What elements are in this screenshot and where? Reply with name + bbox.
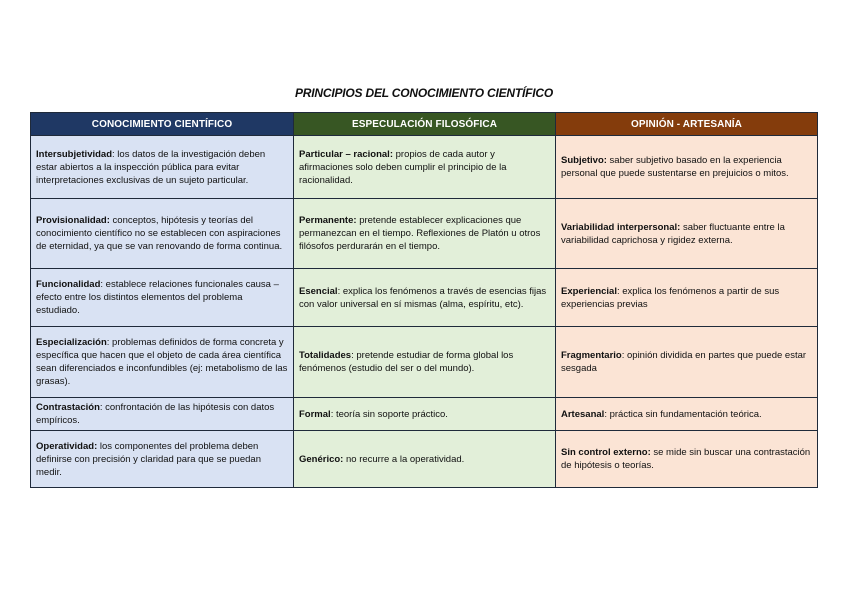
cell-term: Funcionalidad — [36, 279, 101, 290]
table-header-row — [31, 113, 818, 136]
table-row — [31, 431, 818, 488]
table-row — [31, 398, 818, 431]
cell-term: Formal — [299, 408, 331, 420]
table-cell — [31, 431, 294, 488]
cell-text: los componentes del problema deben definirse con precisión y claridad para que se puedan medir. — [36, 440, 261, 478]
cell-term: Contrastación — [36, 402, 100, 413]
table-cell — [294, 199, 556, 269]
header-opinion-artesania: OPINIÓN - ARTESANÍA — [556, 113, 818, 136]
cell-term: Totalidades — [299, 350, 352, 361]
header-especulacion-filosofica: ESPECULACIÓN FILOSÓFICA — [294, 113, 556, 136]
table-cell — [31, 269, 294, 327]
cell-text: : confrontación de las hipótesis con datos empíricos. — [36, 402, 275, 426]
header-conocimiento-cientifico: CONOCIMIENTO CIENTÍFICO — [31, 113, 294, 136]
page-title: PRINCIPIOS DEL CONOCIMIENTO CIENTÍFICO — [295, 86, 553, 100]
table-cell — [294, 269, 556, 327]
table-cell — [556, 199, 818, 269]
table-cell — [556, 327, 818, 398]
table-row — [31, 269, 818, 327]
cell-text: propios de cada autor y afirmaciones solo deben cumplir el principio de la racionalidad. — [299, 148, 507, 186]
table-row — [31, 327, 818, 398]
table-cell — [31, 136, 294, 199]
table-cell — [294, 327, 556, 398]
table-cell — [31, 199, 294, 269]
cell-text: : los datos de la investigación deben estar abiertos a la inspección pública para evitar interpretaciones exclusivas de un sujeto particular. — [36, 148, 266, 186]
cell-term: Artesanal — [561, 408, 605, 420]
cell-term: Particular – racional: — [299, 148, 393, 160]
cell-term: Variabilidad interpersonal: — [561, 221, 681, 233]
cell-text: : establece relaciones funcionales causa – efecto entre los distintos elementos del problema estudiado. — [36, 279, 279, 316]
cell-text: se mide sin buscar una contrastación de hipótesis o teorías. — [561, 447, 811, 471]
cell-text: : explica los fenómenos a través de esencias fijas con valor universal en sí mismas (alma, espíritu, etc). — [299, 285, 547, 310]
cell-term: Permanente: — [299, 215, 357, 226]
cell-text: saber subjetivo basado en la experiencia personal que puede sustentarse en prejuicios o mitos. — [561, 155, 789, 179]
cell-text: saber fluctuante entre la variabilidad caprichosa y rigidez externa. — [561, 221, 785, 246]
cell-term: Operatividad: — [36, 440, 98, 452]
table-cell — [31, 398, 294, 431]
cell-text: pretende establecer explicaciones que permanezcan en el tiempo. Reflexiones de Platón u otros filósofos perdurarán en el tiempo. — [299, 215, 541, 252]
table-cell — [294, 431, 556, 488]
cell-term: Genérico: — [299, 453, 344, 465]
cell-term: Esencial — [299, 285, 338, 297]
table-row — [31, 199, 818, 269]
cell-term: Especialización — [36, 337, 107, 348]
cell-text: : teoría sin soporte práctico. — [330, 408, 448, 420]
cell-text: : problemas definidos de forma concreta y específica que hacen que el objeto de cada área científica sean diferenciados e inconfundibles (ej: metabolismo de las grasas). — [36, 337, 288, 387]
table-row — [31, 136, 818, 199]
cell-text: : explica los fenómenos a partir de sus experiencias previas — [561, 285, 780, 310]
cell-term: Fragmentario — [561, 350, 622, 361]
cell-text: : pretende estudiar de forma global los fenómenos (estudio del ser o del mundo). — [299, 350, 514, 374]
cell-text: conceptos, hipótesis y teorías del conocimiento científico no se establecen con aspiraciones de eternidad, ya que se van renovando de forma continua. — [36, 215, 283, 252]
table-cell — [556, 269, 818, 327]
table-cell — [556, 431, 818, 488]
cell-term: Intersubjetividad — [36, 148, 113, 160]
table-cell — [294, 398, 556, 431]
table-cell — [294, 136, 556, 199]
cell-term: Subjetivo: — [561, 155, 607, 166]
cell-text: : práctica sin fundamentación teórica. — [604, 408, 762, 420]
principles-table — [30, 112, 818, 488]
cell-term: Provisionalidad: — [36, 215, 110, 226]
cell-text: no recurre a la operatividad. — [343, 453, 465, 465]
table-cell — [556, 398, 818, 431]
table-cell — [556, 136, 818, 199]
cell-text: : opinión dividida en partes que puede estar sesgada — [561, 350, 807, 374]
table-cell — [31, 327, 294, 398]
cell-term: Sin control externo: — [561, 447, 651, 458]
cell-term: Experiencial — [561, 285, 617, 297]
